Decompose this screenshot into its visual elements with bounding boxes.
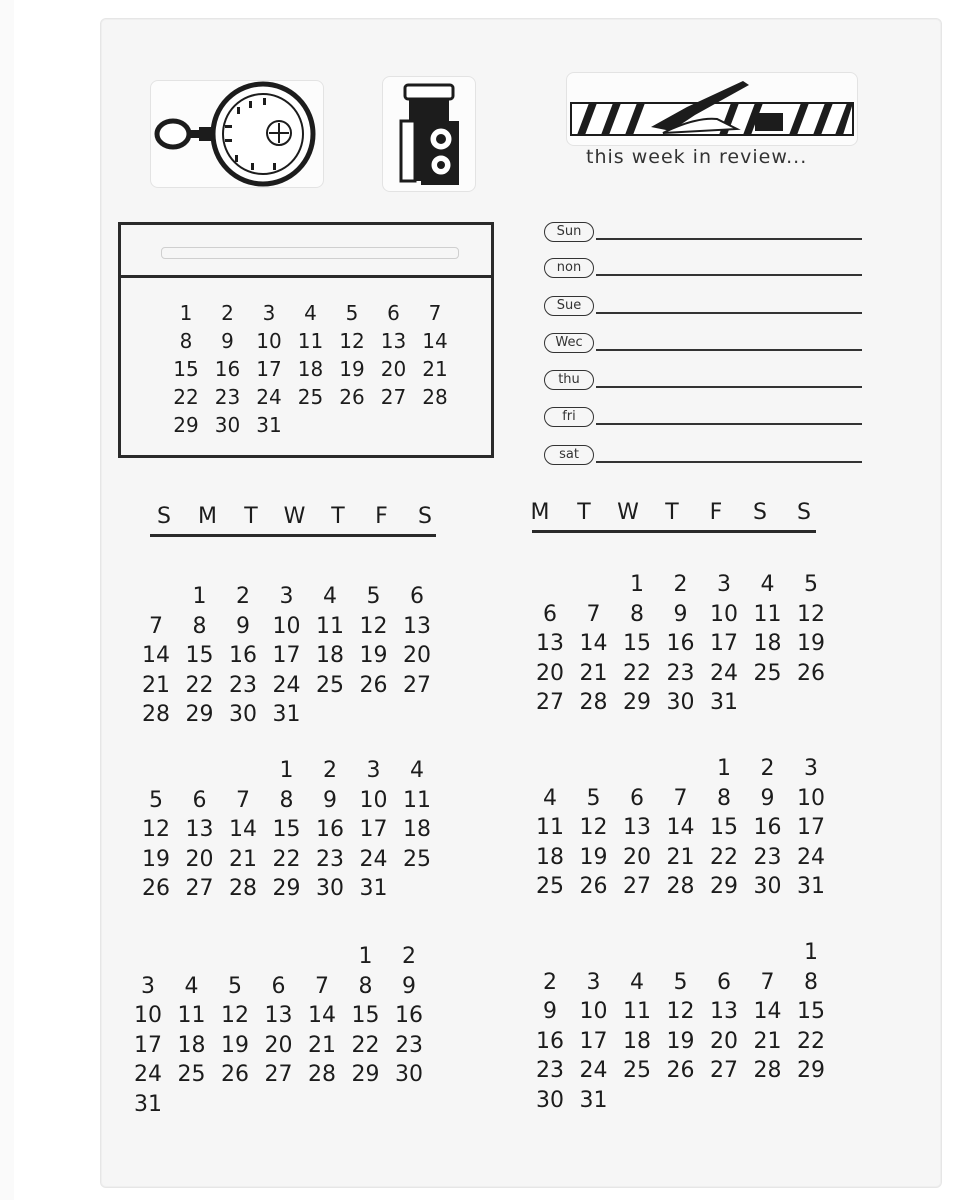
calendar-day-number: 11 (536, 815, 564, 840)
calendar-day-number: 5 (673, 969, 688, 995)
calendar-day-number: 6 (717, 969, 731, 995)
calendar-day-number: 11 (403, 787, 431, 813)
weekday-pill: Wec (544, 333, 594, 353)
calendar-day-number: 30 (536, 1087, 564, 1113)
box-calendar-day: 27 (380, 385, 407, 409)
calendar-day-number: 3 (141, 973, 155, 999)
calendar-day-number: 17 (710, 631, 738, 656)
box-calendar-day: 24 (256, 385, 282, 409)
calendar-day-number: 4 (543, 785, 557, 811)
pocket-watch-stamp (150, 80, 324, 188)
calendar-day-number: 7 (149, 613, 163, 639)
calendar-day-number: 13 (264, 1003, 293, 1028)
calendar-day-number: 29 (623, 690, 651, 715)
calendar-day-number: 5 (149, 787, 163, 813)
calendar-day-number: 17 (134, 1032, 162, 1058)
calendar-day-number: 26 (221, 1062, 249, 1087)
box-calendar-day: 28 (422, 385, 448, 409)
calendar-day-number: 28 (142, 702, 170, 727)
calendar-day-number: 21 (142, 672, 170, 698)
weekday-writing-line (596, 423, 862, 425)
calendar-day-number: 28 (753, 1058, 782, 1083)
calendar-day-number: 6 (192, 787, 207, 813)
tape-and-pen-icon (567, 73, 857, 145)
box-calendar-day: 17 (256, 357, 282, 381)
box-calendar-day: 23 (214, 385, 241, 409)
calendar-day-number: 12 (797, 601, 825, 627)
calendar-day-number: 20 (264, 1032, 293, 1058)
box-calendar-day: 18 (297, 357, 324, 381)
calendar-day-number: 20 (623, 844, 651, 870)
calendar-day-number: 25 (403, 846, 431, 872)
calendar-day-number: 27 (264, 1062, 293, 1087)
calendar-day-number: 12 (666, 999, 695, 1024)
calendar-day-number: 21 (753, 1028, 782, 1054)
calendar-day-number: 17 (797, 815, 825, 840)
calendar-day-number: 19 (797, 631, 825, 656)
calendar-day-number: 28 (666, 874, 695, 899)
box-calendar-day: 19 (339, 357, 365, 381)
calendar-day-number: 3 (366, 758, 381, 783)
box-calendar-day: 6 (387, 301, 400, 325)
calendar-day-number: 14 (579, 631, 608, 656)
box-calendar-day: 31 (256, 413, 282, 437)
weekday-header-letter: T (331, 504, 345, 529)
calendar-day-number: 27 (623, 874, 651, 899)
calendar-day-number: 11 (753, 601, 782, 627)
calendar-day-number: 28 (229, 876, 257, 901)
calendar-day-number: 4 (184, 973, 199, 999)
calendar-day-number: 24 (134, 1062, 162, 1087)
calendar-day-number: 2 (236, 584, 250, 609)
calendar-day-number: 20 (536, 660, 564, 686)
calendar-day-number: 18 (177, 1032, 206, 1058)
calendar-day-number: 5 (804, 572, 818, 597)
calendar-day-number: 24 (710, 660, 738, 686)
calendar-day-number: 2 (402, 944, 416, 969)
calendar-day-number: 26 (359, 672, 388, 698)
calendar-day-number: 19 (221, 1032, 249, 1058)
calendar-day-number: 22 (797, 1028, 825, 1054)
calendar-day-number: 31 (359, 876, 388, 901)
calendar-day-number: 10 (797, 785, 825, 811)
calendar-day-number: 29 (797, 1058, 825, 1083)
calendar-day-number: 5 (586, 785, 601, 811)
box-calendar-day: 9 (221, 329, 234, 353)
calendar-day-number: 12 (142, 817, 170, 842)
box-calendar-day: 4 (304, 301, 317, 325)
calendar-day-number: 23 (536, 1058, 564, 1083)
weekday-header-letter: W (617, 500, 639, 525)
calendar-day-number: 24 (272, 672, 301, 698)
pocket-watch-icon (151, 81, 323, 187)
calendar-day-number: 21 (666, 844, 695, 870)
calendar-day-number: 28 (579, 690, 608, 715)
calendar-day-number: 13 (403, 613, 431, 639)
calendar-day-number: 6 (543, 601, 557, 627)
calendar-day-number: 31 (272, 702, 301, 727)
box-calendar-day: 21 (422, 357, 448, 381)
weekday-header-letter: M (530, 500, 550, 525)
calendar-day-number: 16 (666, 631, 695, 656)
calendar-day-number: 9 (402, 973, 416, 999)
calendar-day-number: 21 (229, 846, 257, 872)
calendar-day-number: 30 (753, 874, 782, 899)
calendar-day-number: 5 (228, 973, 242, 999)
calendar-day-number: 31 (710, 690, 738, 715)
box-calendar-day: 8 (179, 329, 193, 353)
box-calendar-day: 30 (214, 413, 241, 437)
calendar-day-number: 26 (797, 660, 825, 686)
calendar-day-number: 19 (579, 844, 608, 870)
weekday-header-letter: M (198, 504, 217, 529)
calendar-day-number: 24 (797, 844, 825, 870)
box-calendar-day: 14 (422, 329, 448, 353)
calendar-day-number: 7 (673, 785, 688, 811)
calendar-day-number: 14 (308, 1003, 336, 1028)
calendar-day-number: 12 (359, 613, 388, 639)
weekday-header-letter: T (577, 500, 591, 525)
calendar-day-number: 24 (359, 846, 388, 872)
calendar-day-number: 1 (358, 944, 373, 969)
calendar-day-number: 9 (236, 613, 250, 639)
calendar-day-number: 23 (316, 846, 344, 872)
calendar-day-number: 20 (403, 643, 431, 668)
calendar-day-number: 16 (229, 643, 257, 668)
vintage-camera-icon (383, 77, 475, 191)
calendar-day-number: 16 (395, 1003, 423, 1028)
calendar-day-number: 13 (623, 815, 651, 840)
weekday-header-letter: S (753, 500, 767, 525)
calendar-day-number: 24 (579, 1058, 608, 1083)
box-calendar-day: 22 (173, 385, 199, 409)
calendar-day-number: 1 (717, 756, 731, 781)
calendar-day-number: 9 (323, 787, 337, 813)
box-calendar-day: 15 (173, 357, 199, 381)
box-calendar-day: 10 (256, 329, 282, 353)
left-header-rule (150, 534, 436, 537)
calendar-day-number: 31 (134, 1091, 162, 1117)
calendar-day-number: 19 (666, 1028, 695, 1054)
calendar-day-number: 4 (760, 572, 775, 597)
calendar-day-number: 14 (142, 643, 170, 668)
calendar-day-number: 27 (536, 690, 564, 715)
box-calendar-day: 12 (339, 329, 365, 353)
box-calendar-day: 3 (262, 301, 276, 325)
weekday-header-letter: S (797, 500, 811, 525)
weekday-pill: non (544, 258, 594, 278)
calendar-day-number: 11 (316, 613, 344, 639)
weekday-pill: thu (544, 370, 594, 390)
weekday-header-letter: F (375, 504, 388, 529)
box-calendar-day: 2 (221, 301, 234, 325)
calendar-day-number: 22 (623, 660, 651, 686)
calendar-day-number: 10 (134, 1003, 162, 1028)
calendar-day-number: 15 (185, 643, 214, 668)
weekday-pill: Sun (544, 222, 594, 242)
calendar-day-number: 30 (395, 1062, 423, 1087)
weekday-pill: Sue (544, 296, 594, 316)
calendar-day-number: 29 (710, 874, 738, 899)
calendar-day-number: 8 (804, 969, 818, 995)
calendar-day-number: 29 (351, 1062, 380, 1087)
weekday-writing-line (596, 461, 862, 463)
camera-stamp (382, 76, 476, 192)
calendar-day-number: 7 (236, 787, 250, 813)
calendar-day-number: 15 (623, 631, 651, 656)
calendar-day-number: 17 (272, 643, 301, 668)
calendar-day-number: 18 (623, 1028, 651, 1054)
calendar-day-number: 19 (142, 846, 170, 872)
calendar-day-number: 17 (579, 1028, 608, 1054)
calendar-day-number: 8 (358, 973, 373, 999)
box-calendar-day: 16 (214, 357, 241, 381)
calendar-day-number: 29 (272, 876, 301, 901)
weekday-header-letter: T (665, 500, 679, 525)
calendar-day-number: 14 (753, 999, 782, 1024)
calendar-day-number: 25 (623, 1058, 651, 1083)
calendar-day-number: 23 (753, 844, 782, 870)
weekday-pill: sat (544, 445, 594, 465)
box-calendar-day: 20 (380, 357, 407, 381)
weekday-header-letter: T (244, 504, 258, 529)
calendar-day-number: 9 (543, 999, 557, 1024)
calendar-day-number: 8 (717, 785, 731, 811)
calendar-day-number: 27 (403, 672, 431, 698)
calendar-day-number: 25 (316, 672, 344, 698)
calendar-day-number: 25 (177, 1062, 206, 1087)
calendar-day-number: 25 (536, 874, 564, 899)
calendar-day-number: 10 (272, 613, 301, 639)
calendar-day-number: 7 (760, 969, 775, 995)
calendar-day-number: 20 (185, 846, 214, 872)
calendar-day-number: 30 (229, 702, 257, 727)
weekday-pill: fri (544, 407, 594, 427)
calendar-day-number: 14 (666, 815, 695, 840)
calendar-day-number: 30 (316, 876, 344, 901)
calendar-day-number: 30 (666, 690, 695, 715)
calendar-day-number: 19 (359, 643, 388, 668)
calendar-day-number: 4 (410, 758, 424, 783)
calendar-day-number: 6 (410, 584, 424, 609)
calendar-day-number: 10 (710, 601, 738, 627)
box-calendar-day: 26 (339, 385, 365, 409)
calendar-day-number: 11 (623, 999, 651, 1024)
weekday-header-letter: S (157, 504, 171, 529)
calendar-day-number: 27 (710, 1058, 738, 1083)
calendar-day-number: 1 (804, 940, 818, 965)
calendar-day-number: 2 (543, 969, 557, 995)
calendar-day-number: 1 (630, 572, 644, 597)
calendar-day-number: 23 (229, 672, 257, 698)
calendar-day-number: 3 (586, 969, 601, 995)
calendar-day-number: 6 (630, 785, 644, 811)
calendar-day-number: 15 (710, 815, 738, 840)
calendar-day-number: 21 (308, 1032, 336, 1058)
calendar-day-number: 12 (221, 1003, 249, 1028)
calendar-day-number: 12 (579, 815, 608, 840)
calendar-day-number: 22 (272, 846, 301, 872)
weekday-writing-line (596, 312, 862, 314)
calendar-day-number: 13 (185, 817, 214, 842)
weekday-writing-line (596, 349, 862, 351)
weekday-header-letter: W (283, 504, 306, 529)
calendar-day-number: 22 (710, 844, 738, 870)
box-calendar-day: 13 (380, 329, 407, 353)
calendar-day-number: 7 (586, 601, 601, 627)
calendar-day-number: 15 (272, 817, 301, 842)
calendar-day-number: 3 (717, 572, 731, 597)
calendar-day-number: 31 (797, 874, 825, 899)
calendar-day-number: 23 (666, 660, 695, 686)
calendar-day-number: 6 (271, 973, 286, 999)
calendar-day-number: 17 (359, 817, 388, 842)
calendar-day-number: 9 (673, 601, 688, 627)
weekday-header-letter: F (709, 500, 723, 525)
calendar-day-number: 18 (316, 643, 344, 668)
calendar-day-number: 13 (710, 999, 738, 1024)
calendar-day-number: 25 (753, 660, 782, 686)
calendar-day-number: 31 (579, 1087, 608, 1113)
calendar-day-number: 11 (177, 1003, 206, 1028)
calendar-day-number: 8 (630, 601, 644, 627)
calendar-day-number: 28 (308, 1062, 336, 1087)
weekday-writing-line (596, 238, 862, 240)
calendar-day-number: 8 (192, 613, 207, 639)
calendar-day-number: 18 (536, 844, 564, 870)
calendar-day-number: 1 (279, 758, 294, 783)
calendar-day-number: 10 (579, 999, 608, 1024)
calendar-day-number: 15 (351, 1003, 380, 1028)
calendar-day-number: 26 (579, 874, 608, 899)
calendar-day-number: 27 (185, 876, 214, 901)
calendar-day-number: 20 (710, 1028, 738, 1054)
box-calendar-day: 25 (297, 385, 324, 409)
calendar-day-number: 2 (760, 756, 775, 781)
right-header-rule (532, 530, 816, 533)
calendar-day-number: 26 (142, 876, 170, 901)
calendar-day-number: 9 (760, 785, 775, 811)
box-calendar-day: 5 (345, 301, 359, 325)
calendar-day-number: 15 (797, 999, 825, 1024)
box-calendar-day: 29 (173, 413, 199, 437)
tape-and-pen-stamp (566, 72, 858, 146)
calendar-day-number: 10 (359, 787, 388, 813)
calendar-day-number: 4 (323, 584, 337, 609)
month-header-rule (121, 275, 491, 278)
calendar-day-number: 18 (403, 817, 431, 842)
weekday-header-letter: S (418, 504, 432, 529)
calendar-day-number: 3 (804, 756, 818, 781)
calendar-day-number: 14 (229, 817, 257, 842)
weekday-writing-line (596, 274, 862, 276)
calendar-day-number: 4 (630, 969, 644, 995)
box-calendar-day: 1 (179, 301, 193, 325)
calendar-day-number: 8 (279, 787, 294, 813)
box-calendar-day: 7 (428, 301, 442, 325)
calendar-day-number: 2 (323, 758, 337, 783)
month-title-line (161, 247, 459, 259)
calendar-day-number: 3 (279, 584, 294, 609)
calendar-day-number: 2 (673, 572, 688, 597)
calendar-day-number: 22 (351, 1032, 380, 1058)
calendar-day-number: 16 (753, 815, 782, 840)
calendar-day-number: 21 (579, 660, 608, 686)
weekday-writing-line (596, 386, 862, 388)
calendar-day-number: 23 (395, 1032, 423, 1058)
sheet-edge (0, 0, 14, 1200)
box-calendar-day: 11 (297, 329, 324, 353)
calendar-day-number: 16 (316, 817, 344, 842)
calendar-day-number: 16 (536, 1028, 564, 1054)
calendar-day-number: 7 (315, 973, 329, 999)
calendar-day-number: 5 (366, 584, 381, 609)
calendar-day-number: 13 (536, 631, 564, 656)
calendar-day-number: 22 (185, 672, 214, 698)
calendar-day-number: 26 (666, 1058, 695, 1083)
calendar-day-number: 29 (185, 702, 214, 727)
review-caption: this week in review... (586, 146, 808, 168)
calendar-day-number: 18 (753, 631, 782, 656)
calendar-day-number: 1 (192, 584, 207, 609)
